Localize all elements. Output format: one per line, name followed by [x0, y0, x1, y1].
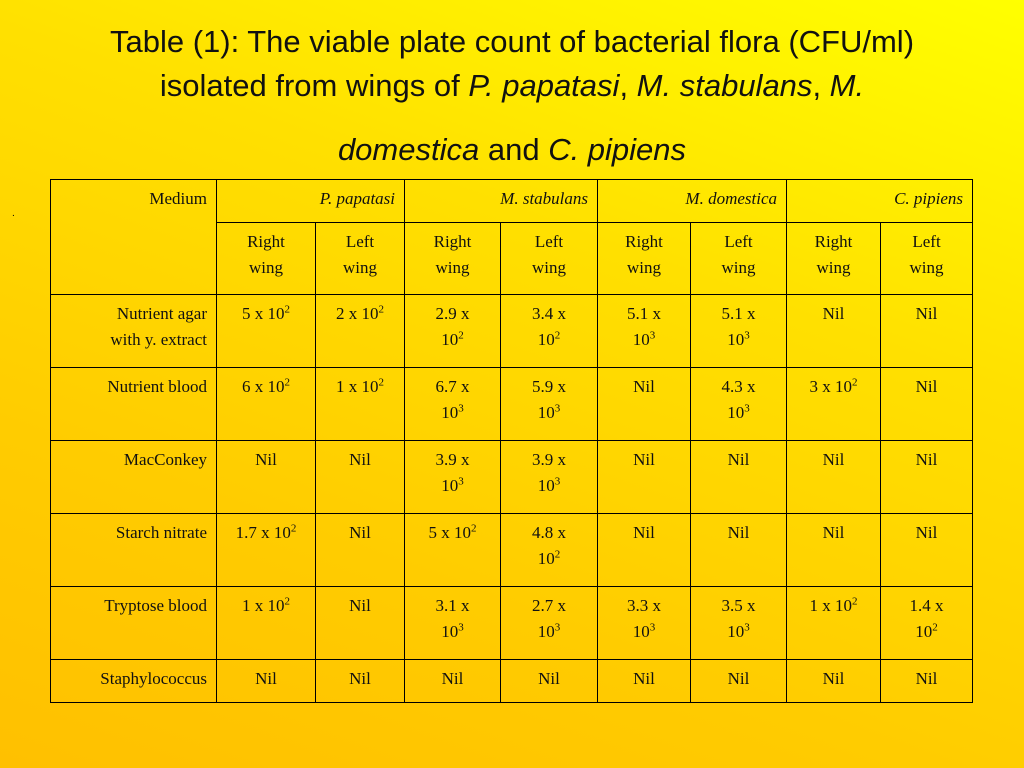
count-exponent: 2 — [378, 303, 384, 316]
count-exponent: 2 — [378, 376, 384, 389]
count-exponent: 3 — [458, 621, 464, 634]
count-cell — [501, 295, 598, 368]
count-base: 10 — [537, 330, 555, 349]
count-exponent: 2 — [471, 522, 477, 535]
count-cell — [501, 514, 598, 587]
table-row — [51, 295, 973, 368]
count-cell — [787, 514, 881, 587]
count-cell — [691, 295, 787, 368]
count-cell — [405, 514, 501, 587]
species-header: P. papatasi — [217, 180, 405, 223]
count-value: Nil — [915, 523, 938, 542]
medium-label — [51, 441, 217, 514]
wing-word: wing — [627, 258, 662, 277]
count-cell — [691, 660, 787, 703]
wing-header — [217, 223, 316, 295]
count-base: 10 — [915, 622, 933, 641]
count-cell — [501, 441, 598, 514]
count-value: 1 x 10 — [809, 596, 853, 615]
count-value: 3.9 x — [435, 450, 470, 469]
table-row — [51, 660, 973, 703]
plate-count-table — [50, 179, 973, 703]
count-cell — [787, 587, 881, 660]
medium-label-line: with y. extract — [110, 330, 207, 349]
medium-header: Medium — [51, 180, 217, 295]
stray-dot: . — [12, 208, 15, 219]
count-cell — [881, 368, 973, 441]
count-value: 2 x 10 — [336, 304, 379, 323]
count-cell — [501, 587, 598, 660]
count-value: Nil — [915, 669, 938, 688]
count-cell — [787, 660, 881, 703]
count-base: 10 — [441, 403, 459, 422]
count-cell — [691, 514, 787, 587]
count-value: Nil — [349, 669, 371, 688]
wing-side: Right — [814, 232, 853, 251]
count-cell — [217, 514, 316, 587]
count-cell — [217, 441, 316, 514]
count-cell — [598, 295, 691, 368]
count-exponent: 3 — [458, 402, 464, 415]
count-cell — [316, 441, 405, 514]
count-exponent: 2 — [852, 376, 858, 389]
wing-side: Left — [912, 232, 941, 251]
count-value: Nil — [441, 669, 464, 688]
title-species-4: C. pipiens — [548, 132, 687, 167]
medium-label — [51, 295, 217, 368]
count-exponent: 3 — [554, 475, 561, 488]
count-exponent: 3 — [744, 329, 750, 342]
count-value: 1.4 x — [909, 596, 944, 615]
count-value: 4.8 x — [532, 523, 567, 542]
count-cell — [598, 441, 691, 514]
count-exponent: 3 — [649, 329, 656, 342]
count-value: 2.7 x — [532, 596, 567, 615]
count-cell — [598, 368, 691, 441]
count-exponent: 3 — [744, 621, 750, 634]
title-line-3 — [40, 128, 984, 172]
count-exponent: 3 — [649, 621, 656, 634]
count-cell — [316, 660, 405, 703]
wing-header — [787, 223, 881, 295]
wing-side: Right — [625, 232, 663, 251]
count-cell — [881, 514, 973, 587]
count-cell — [405, 441, 501, 514]
title-line-1: Table (1): The viable plate count of bacterial flora (CFU/ml) — [109, 24, 915, 59]
count-cell — [881, 441, 973, 514]
count-base: 10 — [727, 330, 745, 349]
title-and: and — [479, 132, 549, 167]
count-exponent: 2 — [852, 595, 858, 608]
count-cell — [501, 368, 598, 441]
wing-word: wing — [249, 258, 283, 277]
count-base: 10 — [441, 476, 459, 495]
count-value: 1 x 10 — [242, 596, 285, 615]
count-value: 6 x 10 — [242, 377, 285, 396]
slide-title — [40, 20, 984, 172]
count-base: 10 — [441, 622, 459, 641]
count-cell — [405, 368, 501, 441]
count-value: Nil — [633, 523, 655, 542]
wing-word: wing — [435, 258, 470, 277]
wing-side: Right — [247, 232, 285, 251]
count-value: Nil — [633, 669, 655, 688]
count-value: Nil — [822, 523, 845, 542]
count-cell — [217, 295, 316, 368]
count-value: 1.7 x 10 — [235, 523, 291, 542]
table-row — [51, 368, 973, 441]
wing-side: Left — [345, 232, 375, 251]
count-cell — [217, 587, 316, 660]
title-species-3-epithet: domestica — [337, 132, 480, 167]
title-line-2-prefix: isolated from wings of — [159, 68, 469, 103]
medium-label-line: Tryptose blood — [104, 596, 207, 615]
count-value: Nil — [727, 523, 750, 542]
medium-label-line: Nutrient blood — [107, 377, 207, 396]
count-exponent: 2 — [554, 548, 561, 561]
count-base: 10 — [537, 622, 555, 641]
count-exponent: 2 — [290, 522, 297, 535]
count-value: 5.1 x — [721, 304, 756, 323]
medium-label-line: Staphylococcus — [100, 669, 207, 688]
count-value: 3 x 10 — [809, 377, 853, 396]
count-cell — [316, 368, 405, 441]
count-value: 3.4 x — [532, 304, 567, 323]
count-exponent: 3 — [554, 621, 561, 634]
count-value: Nil — [727, 669, 750, 688]
count-value: 3.9 x — [532, 450, 567, 469]
count-cell — [316, 587, 405, 660]
wing-header — [598, 223, 691, 295]
count-cell — [787, 295, 881, 368]
medium-label — [51, 368, 217, 441]
count-value: Nil — [633, 450, 655, 469]
medium-label-line: MacConkey — [123, 450, 207, 469]
count-base: 10 — [727, 622, 745, 641]
count-value: Nil — [915, 450, 938, 469]
count-base: 10 — [537, 476, 555, 495]
medium-label-line: Starch nitrate — [115, 523, 207, 542]
count-base: 10 — [537, 549, 555, 568]
count-value: 4.3 x — [721, 377, 756, 396]
count-cell — [316, 295, 405, 368]
count-value: 3.3 x — [627, 596, 662, 615]
medium-label — [51, 587, 217, 660]
wing-side: Right — [433, 232, 472, 251]
medium-label — [51, 514, 217, 587]
count-value: 3.1 x — [435, 596, 470, 615]
count-cell — [316, 514, 405, 587]
count-cell — [691, 368, 787, 441]
count-cell — [501, 660, 598, 703]
count-cell — [787, 441, 881, 514]
wing-header — [405, 223, 501, 295]
wing-word: wing — [816, 258, 851, 277]
count-base: 10 — [632, 330, 650, 349]
wing-word: wing — [909, 258, 944, 277]
count-value: 5.9 x — [532, 377, 567, 396]
wing-header — [316, 223, 405, 295]
count-base: 10 — [537, 403, 555, 422]
count-value: 5 x 10 — [242, 304, 285, 323]
wing-word: wing — [343, 258, 377, 277]
count-exponent: 2 — [284, 376, 290, 389]
count-exponent: 3 — [744, 402, 750, 415]
count-cell — [405, 660, 501, 703]
count-base: 10 — [632, 622, 650, 641]
count-value: Nil — [538, 669, 560, 688]
count-value: Nil — [727, 450, 750, 469]
count-cell — [691, 441, 787, 514]
table-row — [51, 587, 973, 660]
count-value: Nil — [822, 304, 845, 323]
count-cell — [598, 514, 691, 587]
wing-header — [501, 223, 598, 295]
count-cell — [787, 368, 881, 441]
count-value: Nil — [822, 450, 845, 469]
species-header-row — [51, 180, 973, 223]
count-value: 3.5 x — [721, 596, 756, 615]
wing-side: Left — [534, 232, 564, 251]
count-base: 10 — [441, 330, 459, 349]
count-cell — [881, 587, 973, 660]
count-exponent: 2 — [554, 329, 561, 342]
count-value: Nil — [349, 523, 371, 542]
count-exponent: 2 — [458, 329, 464, 342]
count-cell — [598, 660, 691, 703]
table-row — [51, 441, 973, 514]
count-value: Nil — [633, 377, 655, 396]
count-value: Nil — [349, 450, 371, 469]
count-cell — [405, 587, 501, 660]
medium-label-line: Nutrient agar — [116, 304, 207, 323]
count-cell — [217, 660, 316, 703]
count-cell — [881, 295, 973, 368]
count-value: 5.1 x — [627, 304, 662, 323]
title-species-1: P. papatasi — [468, 68, 620, 103]
count-exponent: 2 — [932, 621, 938, 634]
count-value: 2.9 x — [435, 304, 470, 323]
count-exponent: 3 — [458, 475, 464, 488]
count-value: Nil — [915, 304, 938, 323]
count-value: 5 x 10 — [428, 523, 472, 542]
count-exponent: 3 — [554, 402, 561, 415]
count-value: 1 x 10 — [336, 377, 379, 396]
count-exponent: 2 — [284, 303, 290, 316]
count-base: 10 — [727, 403, 745, 422]
count-cell — [598, 587, 691, 660]
wing-header — [881, 223, 973, 295]
title-species-3-genus: M. — [829, 68, 865, 103]
count-value: Nil — [915, 377, 938, 396]
wing-side: Left — [724, 232, 753, 251]
title-separator: , — [619, 68, 637, 103]
count-value: Nil — [349, 596, 371, 615]
count-cell — [217, 368, 316, 441]
species-header: M. stabulans — [405, 180, 598, 223]
count-exponent: 2 — [284, 595, 290, 608]
count-cell — [691, 587, 787, 660]
count-cell — [405, 295, 501, 368]
wing-word: wing — [721, 258, 756, 277]
count-cell — [881, 660, 973, 703]
count-value: Nil — [822, 669, 845, 688]
medium-label — [51, 660, 217, 703]
count-value: Nil — [255, 450, 277, 469]
title-species-2: M. stabulans — [636, 68, 813, 103]
wing-word: wing — [532, 258, 567, 277]
title-separator: , — [812, 68, 830, 103]
table-row — [51, 514, 973, 587]
count-value: Nil — [255, 669, 277, 688]
species-header: M. domestica — [598, 180, 787, 223]
count-value: 6.7 x — [435, 377, 470, 396]
wing-header — [691, 223, 787, 295]
species-header: C. pipiens — [787, 180, 973, 223]
